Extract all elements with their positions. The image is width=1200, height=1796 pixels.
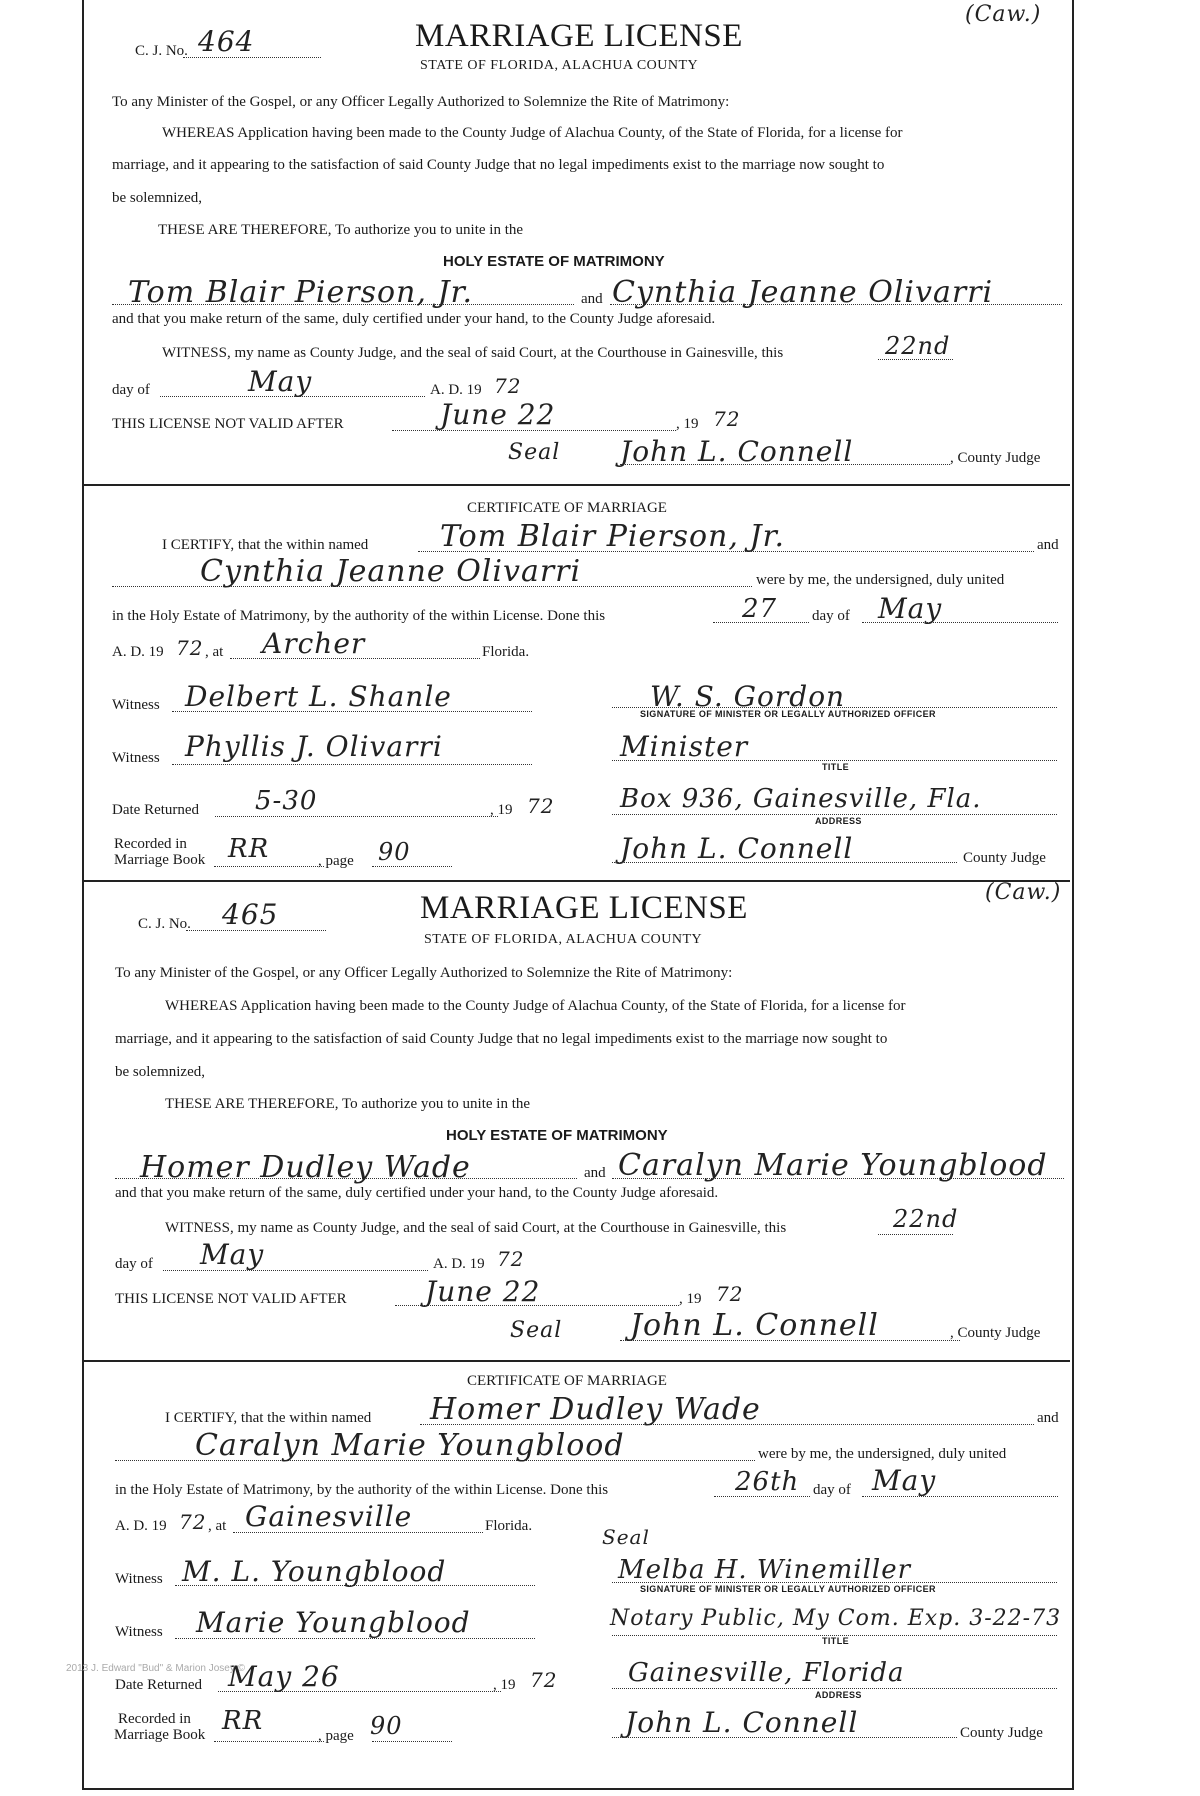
cj-number: 465 <box>222 898 279 931</box>
cert-bride-name: Cynthia Jeanne Olivarri <box>200 554 582 589</box>
address-value: Box 936, Gainesville, Fla. <box>620 784 982 814</box>
and-word: and <box>584 1165 606 1181</box>
whereas-line-3: be solemnized, <box>112 190 202 206</box>
seal-mark-2: Seal <box>602 1525 650 1549</box>
witness-line: WITNESS, my name as County Judge, and the seal of said Court, at the Courthouse in Gainesville, this <box>165 1220 787 1236</box>
at-label: , at <box>208 1518 227 1534</box>
witness-2-signature: Phyllis J. Olivarri <box>185 730 443 763</box>
expire-year-label: , 19 <box>679 1291 702 1307</box>
final-county-judge-label: County Judge <box>960 1725 1043 1741</box>
expire-year: 72 <box>716 1282 744 1306</box>
title-value: Notary Public, My Com. Exp. 3-22-73 <box>610 1606 1062 1631</box>
license-divider <box>84 880 1070 882</box>
recorded-label-1: Recorded in <box>118 1711 191 1727</box>
certify-label: I CERTIFY, that the within named <box>162 537 369 553</box>
done-month: May <box>878 592 943 625</box>
cert-groom-name: Tom Blair Pierson, Jr. <box>440 519 786 554</box>
expire-date: June 22 <box>440 398 556 431</box>
title-caption: TITLE <box>822 762 849 772</box>
returned-year: 72 <box>527 794 555 818</box>
return-line: and that you make return of the same, duly certified under your hand, to the County Judge aforesaid. <box>112 311 716 327</box>
license-subtitle: STATE OF FLORIDA, ALACHUA COUNTY <box>424 932 703 947</box>
ad-label: A. D. 19 <box>433 1256 485 1272</box>
judge-signature: John L. Connell <box>630 1308 879 1343</box>
address-value: Gainesville, Florida <box>628 1658 905 1688</box>
whereas-line-3: be solemnized, <box>115 1064 205 1080</box>
seal-mark: Seal <box>508 440 561 465</box>
cert-bride-name: Caralyn Marie Youngblood <box>195 1428 625 1463</box>
final-judge-signature: John L. Connell <box>625 1706 859 1739</box>
officer-caption: SIGNATURE OF MINISTER OR LEGALLY AUTHORIZED OFFICER <box>640 709 936 719</box>
returned-year-label: , 19 <box>490 802 513 818</box>
holy-estate-heading: HOLY ESTATE OF MATRIMONY <box>446 1127 668 1144</box>
address-line: To any Minister of the Gospel, or any Officer Legally Authorized to Solemnize the Rite of Matrimony: <box>115 965 733 981</box>
witness-2-signature: Marie Youngblood <box>196 1606 471 1639</box>
marriage-place: Archer <box>262 627 366 660</box>
united-text: were by me, the undersigned, duly united <box>758 1446 1007 1462</box>
county-judge-label: , County Judge <box>950 450 1041 466</box>
license-title: MARRIAGE LICENSE <box>415 18 743 54</box>
certificate-title: CERTIFICATE OF MARRIAGE <box>467 1373 667 1389</box>
witness-line: WITNESS, my name as County Judge, and the seal of said Court, at the Courthouse in Gainesville, this <box>162 345 784 361</box>
date-returned-label: Date Returned <box>115 1677 203 1693</box>
done-day: 26th <box>735 1467 800 1497</box>
witness-day: 22nd <box>893 1205 959 1233</box>
done-day: 27 <box>742 594 778 624</box>
done-month: May <box>872 1464 937 1497</box>
license-year: 72 <box>497 1247 525 1271</box>
address-caption: ADDRESS <box>815 816 862 826</box>
race-note: (Caw.) <box>965 2 1042 27</box>
officer-signature: W. S. Gordon <box>650 680 846 713</box>
copyright-note: 2013 J. Edward "Bud" & Marion Josey © <box>66 1663 245 1674</box>
not-valid-label: THIS LICENSE NOT VALID AFTER <box>115 1291 347 1307</box>
license-year: 72 <box>494 374 522 398</box>
certificate-title: CERTIFICATE OF MARRIAGE <box>467 500 667 516</box>
done-year: 72 <box>179 1510 207 1534</box>
bride-name: Caralyn Marie Youngblood <box>618 1148 1048 1183</box>
county-judge-label: , County Judge <box>950 1325 1041 1341</box>
address-caption: ADDRESS <box>815 1690 862 1700</box>
florida-label: Florida. <box>485 1518 533 1534</box>
bride-name: Cynthia Jeanne Olivarri <box>612 275 994 310</box>
section-divider <box>84 1360 1070 1362</box>
return-line: and that you make return of the same, duly certified under your hand, to the County Judge aforesaid. <box>115 1185 719 1201</box>
date-returned-label: Date Returned <box>112 802 200 818</box>
recorded-label-2: Marriage Book <box>114 852 206 868</box>
recorded-label-1: Recorded in <box>114 836 187 852</box>
section-divider <box>84 484 1070 486</box>
and-word: and <box>581 291 603 307</box>
day-of-label: day of <box>115 1256 153 1272</box>
ad-label: A. D. 19 <box>430 382 482 398</box>
done-year: 72 <box>176 636 204 660</box>
whereas-line-2: marriage, and it appearing to the satisfaction of said County Judge that no legal impediments exist to the marriage now sought to <box>115 1031 888 1047</box>
ad-at-label: A. D. 19 <box>115 1518 167 1534</box>
whereas-line-1: WHEREAS Application having been made to the County Judge of Alachua County, of the State of Florida, for a license for <box>165 998 906 1014</box>
final-judge-signature: John L. Connell <box>620 832 854 865</box>
witness-1-signature: Delbert L. Shanle <box>185 680 452 713</box>
book-page: 90 <box>378 838 411 866</box>
cj-number: 464 <box>198 25 255 58</box>
cj-label: C. J. No. <box>135 43 188 59</box>
date-returned: 5-30 <box>255 786 318 816</box>
ad-at-label: A. D. 19 <box>112 644 164 660</box>
groom-name: Tom Blair Pierson, Jr. <box>128 275 474 310</box>
holy-line: in the Holy Estate of Matrimony, by the authority of the within License. Done this <box>112 608 606 624</box>
certify-label: I CERTIFY, that the within named <box>165 1410 372 1426</box>
witness-1-signature: M. L. Youngblood <box>182 1555 447 1588</box>
holy-line: in the Holy Estate of Matrimony, by the authority of the within License. Done this <box>115 1482 609 1498</box>
witness-1-label: Witness <box>112 697 160 713</box>
day-of-label-2: day of <box>812 608 850 624</box>
seal-mark: Seal <box>510 1318 563 1343</box>
marriage-book: RR <box>228 834 270 864</box>
book-page: 90 <box>370 1712 403 1740</box>
title-value: Minister <box>620 730 749 763</box>
expire-year-label: , 19 <box>676 416 699 432</box>
florida-label: Florida. <box>482 644 530 660</box>
at-label: , at <box>205 644 224 660</box>
returned-year: 72 <box>530 1668 558 1692</box>
expire-date: June 22 <box>425 1275 541 1308</box>
therefore-line: THESE ARE THEREFORE, To authorize you to unite in the <box>158 222 524 238</box>
page-label: , page <box>318 1728 354 1744</box>
groom-name: Homer Dudley Wade <box>140 1150 471 1185</box>
holy-estate-heading: HOLY ESTATE OF MATRIMONY <box>443 253 665 270</box>
day-of-label: day of <box>112 382 150 398</box>
address-line: To any Minister of the Gospel, or any Officer Legally Authorized to Solemnize the Rite of Matrimony: <box>112 94 730 110</box>
title-caption: TITLE <box>822 1636 849 1646</box>
whereas-line-2: marriage, and it appearing to the satisfaction of said County Judge that no legal impediments exist to the marriage now sought to <box>112 157 885 173</box>
judge-signature: John L. Connell <box>620 435 854 468</box>
witness-2-label: Witness <box>115 1624 163 1640</box>
recorded-label-2: Marriage Book <box>114 1727 206 1743</box>
witness-1-label: Witness <box>115 1571 163 1587</box>
cert-and-word: and <box>1037 1410 1059 1426</box>
license-month: May <box>200 1238 265 1271</box>
page-label: , page <box>318 853 354 869</box>
therefore-line: THESE ARE THEREFORE, To authorize you to unite in the <box>165 1096 531 1112</box>
expire-year: 72 <box>713 407 741 431</box>
date-returned: May 26 <box>228 1660 340 1693</box>
officer-caption: SIGNATURE OF MINISTER OR LEGALLY AUTHORIZED OFFICER <box>640 1584 936 1594</box>
marriage-place: Gainesville <box>245 1500 413 1533</box>
license-subtitle: STATE OF FLORIDA, ALACHUA COUNTY <box>420 58 699 73</box>
cert-and-word: and <box>1037 537 1059 553</box>
returned-year-label: , 19 <box>493 1677 516 1693</box>
license-month: May <box>248 365 313 398</box>
not-valid-label: THIS LICENSE NOT VALID AFTER <box>112 416 344 432</box>
license-title: MARRIAGE LICENSE <box>420 890 748 926</box>
whereas-line-1: WHEREAS Application having been made to the County Judge of Alachua County, of the State of Florida, for a license for <box>162 125 903 141</box>
cert-groom-name: Homer Dudley Wade <box>430 1392 761 1427</box>
day-of-label-2: day of <box>813 1482 851 1498</box>
marriage-book: RR <box>222 1706 264 1736</box>
officer-signature: Melba H. Winemiller <box>618 1555 912 1585</box>
witness-2-label: Witness <box>112 750 160 766</box>
race-note: (Caw.) <box>985 880 1062 905</box>
final-county-judge-label: County Judge <box>963 850 1046 866</box>
united-text: were by me, the undersigned, duly united <box>756 572 1005 588</box>
cj-label: C. J. No. <box>138 916 191 932</box>
witness-day: 22nd <box>885 332 951 360</box>
